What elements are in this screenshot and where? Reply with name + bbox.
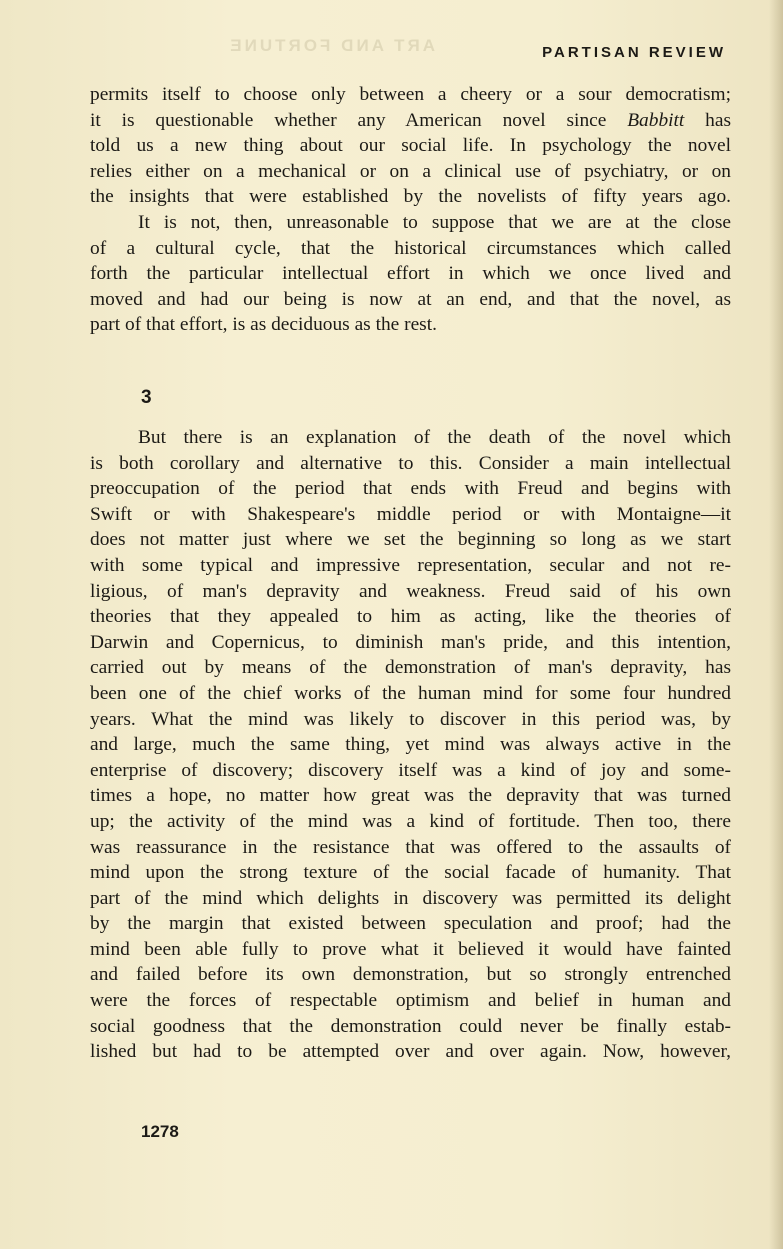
text-line: mind been able fully to prove what it believed it would have fainted	[90, 938, 731, 960]
text-line: relies either on a mechanical or on a clinical use of psychiatry, or on	[90, 160, 731, 182]
text-line: mind upon the strong texture of the social facade of humanity. That	[90, 862, 731, 884]
text-fragment: has	[684, 109, 731, 131]
text-line: of a cultural cycle, that the historical circumstances which called	[90, 237, 731, 259]
text-line: moved and had our being is now at an end, and that the novel, as	[90, 288, 731, 310]
text-line: the insights that were established by the novelists of fifty years ago.	[90, 186, 731, 208]
text-line: ligious, of man's depravity and weakness. Freud said of his own	[90, 580, 731, 602]
text-line: permits itself to choose only between a cheery or a sour democratism;	[90, 84, 731, 105]
text-line: carried out by means of the demonstration of man's depravity, has	[90, 657, 731, 679]
body-text-section-3	[90, 425, 731, 1065]
bleed-through-text: ART AND FORTUNE	[227, 36, 435, 55]
italic-title: Babbitt	[627, 109, 685, 131]
text-line: been one of the chief works of the human mind for some four hundred	[90, 682, 731, 704]
text-line: theories that they appealed to him as acting, like the theories of	[90, 606, 731, 628]
text-line: was reassurance in the resistance that was offered to the assaults of	[90, 836, 731, 858]
text-line: lished but had to be attempted over and over again. Now, however,	[90, 1041, 731, 1063]
text-line: forth the particular intellectual effort in which we once lived and	[90, 263, 731, 285]
text-line: were the forces of respectable optimism and belief in human and	[90, 990, 731, 1012]
section-number: 3	[141, 387, 152, 408]
text-line: times a hope, no matter how great was the depravity that was turned	[90, 785, 731, 807]
text-line: is both corollary and alternative to this. Consider a main intellectual	[90, 452, 731, 474]
text-line: It is not, then, unreasonable to suppose that we are at the close	[138, 211, 731, 233]
text-fragment: it is questionable whether any American novel since	[90, 109, 628, 131]
text-line: and failed before its own demonstration, but so strongly entrenched	[90, 964, 731, 986]
text-line: social goodness that the demonstration could never be finally estab-	[90, 1015, 731, 1037]
text-line: with some typical and impressive representation, secular and not re-	[90, 554, 731, 576]
text-line: Swift or with Shakespeare's middle period or with Montaigne—it	[90, 503, 731, 525]
text-line: Darwin and Copernicus, to diminish man's pride, and this intention,	[90, 631, 731, 653]
text-line: up; the activity of the mind was a kind of fortitude. Then too, there	[90, 810, 731, 832]
text-line: preoccupation of the period that ends with Freud and begins with	[90, 478, 731, 500]
text-line: But there is an explanation of the death of the novel which	[138, 427, 731, 448]
text-line-with-italic	[90, 108, 731, 134]
text-line: part of that effort, is as deciduous as the rest.	[90, 314, 437, 336]
text-line: enterprise of discovery; discovery itself was a kind of joy and some-	[90, 759, 731, 781]
text-line: does not matter just where we set the beginning so long as we start	[90, 529, 731, 551]
text-line: and large, much the same thing, yet mind was always active in the	[90, 734, 731, 756]
text-line: part of the mind which delights in discovery was permitted its delight	[90, 887, 731, 909]
text-line: by the margin that existed between speculation and proof; had the	[90, 913, 731, 935]
page-edge-shadow	[769, 0, 783, 1249]
page-number: 1278	[141, 1122, 179, 1141]
text-line: years. What the mind was likely to discover in this period was, by	[90, 708, 731, 730]
text-line: told us a new thing about our social life. In psychology the novel	[90, 135, 731, 157]
running-head: PARTISAN REVIEW	[542, 44, 726, 61]
body-text-top	[90, 82, 731, 338]
